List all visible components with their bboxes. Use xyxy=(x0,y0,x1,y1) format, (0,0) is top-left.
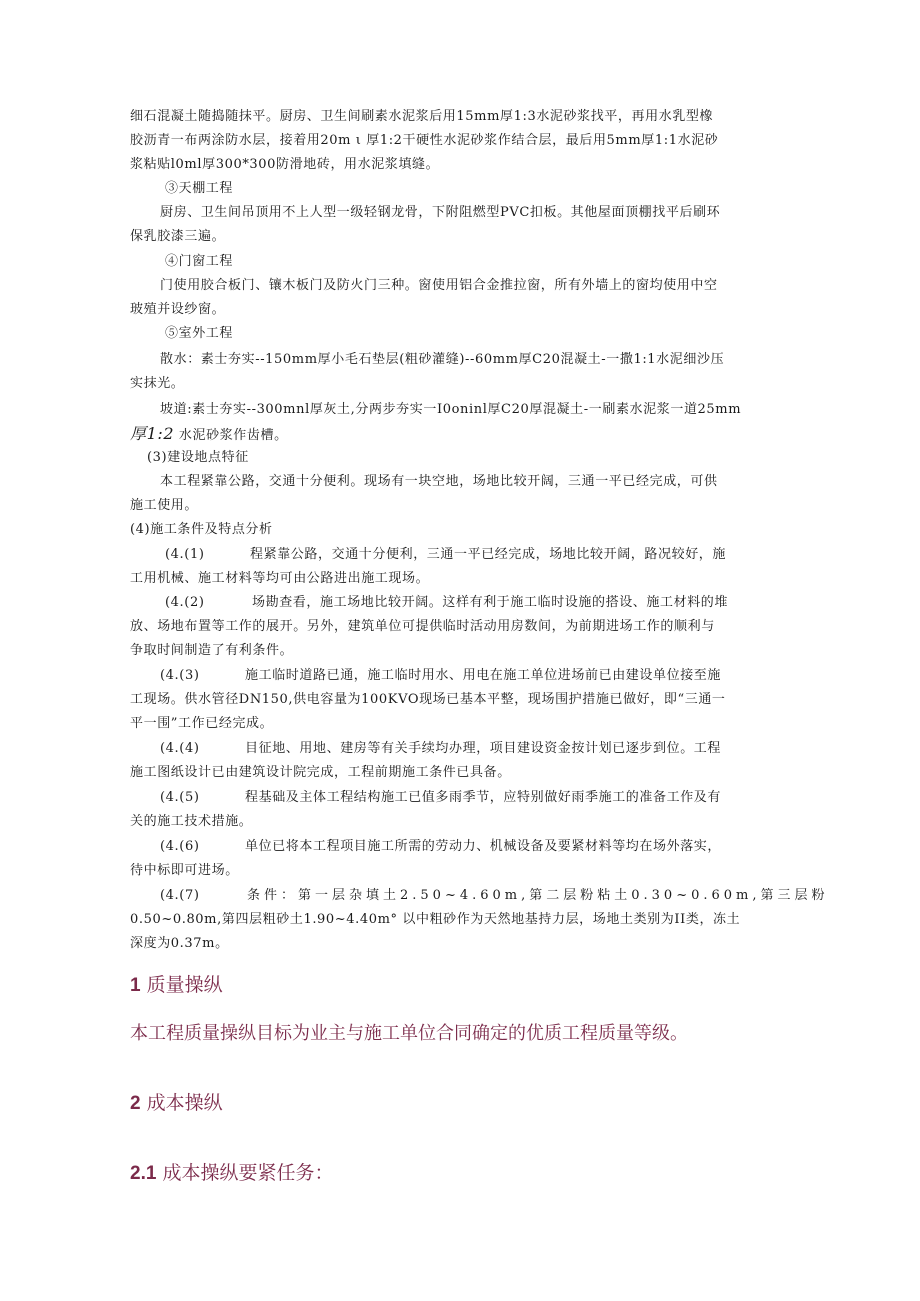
paragraph-line: 条件：第一层杂填土2.50~4.60m,第二层粉粘土0.30~0.60m,第三层粉 xyxy=(247,888,829,903)
section-heading: (3)建设地点特征 xyxy=(147,450,249,465)
paragraph-line: 门使用胶合板门、镶木板门及防火门三种。窗使用铝合金推拉窗，所有外墙上的窗均使用中空 xyxy=(160,278,718,293)
paragraph-line: 争取时间制造了有利条件。 xyxy=(130,643,294,658)
section-heading: ③天棚工程 xyxy=(165,181,234,196)
quality-goal-text: 本工程质量操纵目标为业主与施工单位合同确定的优质工程质量等级。 xyxy=(130,1023,688,1044)
paragraph-line: 平一围”工作已经完成。 xyxy=(130,716,274,731)
heading-cost-control xyxy=(130,1090,223,1117)
item-number: (4.(7) xyxy=(160,888,200,903)
section-heading: ④门窗工程 xyxy=(165,254,234,269)
paragraph-text: 水泥砂浆作齿槽。 xyxy=(178,428,288,443)
heading-text: 成本操纵要紧任务： xyxy=(162,1162,334,1184)
paragraph-line: 浆粘贴l0ml厚300*300防滑地砖，用水泥浆填缝。 xyxy=(130,157,440,172)
paragraph-line: 本工程紧靠公路，交通十分便利。现场有一块空地，场地比较开阔，三通一平已经完成，可供 xyxy=(160,474,718,489)
paragraph-line: 胶沥青一布两涂防水层，接着用20m ι 厚1:2干硬性水泥砂浆作结合层，最后用5mm厚1:1水泥砂 xyxy=(130,133,719,148)
heading-cost-tasks xyxy=(130,1160,333,1187)
paragraph-line: 工现场。供水管径DN150,供电容量为100KVO现场已基本平整，现场围护措施已做好，即“三通一 xyxy=(130,692,726,707)
paragraph-line: 散水：素士夯实--150mm厚小毛石垫层(粗砂灌缝)--60mm厚C20混凝土-一撒1:1水泥细沙压 xyxy=(160,352,725,367)
heading-number: 2 xyxy=(130,1093,141,1114)
section-heading: (4)施工条件及特点分析 xyxy=(130,522,273,537)
paragraph-line: 程紧靠公路，交通十分便利，三通一平已经完成，场地比较开阔，路况较好，施 xyxy=(250,547,727,562)
paragraph-line: 目征地、用地、建房等有关手续均办理，项目建设资金按计划已逐步到位。工程 xyxy=(245,741,722,756)
heading-text: 成本操纵 xyxy=(146,1092,223,1114)
paragraph-line: 细石混凝土随捣随抹平。厨房、卫生间刷素水泥浆后用15mm厚1:3水泥砂浆找平，再用水乳型橡 xyxy=(130,109,714,124)
paragraph-line: 坡道:素士夯实--300mnl厚灰土,分两步夯实一I0oninl厚C20厚混凝土-一刷素水泥浆一道25mm xyxy=(160,402,742,417)
paragraph-line: 关的施工技术措施。 xyxy=(130,814,253,829)
item-number: (4.(5) xyxy=(160,790,200,805)
paragraph-line: 单位已将本工程项目施工所需的劳动力、机械设备及要紧材料等均在场外落实， xyxy=(245,839,722,854)
paragraph-line xyxy=(130,422,288,448)
paragraph-line: 施工使用。 xyxy=(130,498,199,513)
heading-number: 2.1 xyxy=(130,1163,157,1184)
paragraph-line: 保乳胶漆三遍。 xyxy=(130,229,226,244)
paragraph-line: 工用机械、施工材料等均可由公路进出施工现场。 xyxy=(130,571,430,586)
item-number: (4.(1) xyxy=(165,547,205,562)
item-number: (4.(2) xyxy=(165,595,205,610)
paragraph-line: 实抹光。 xyxy=(130,376,185,391)
paragraph-line: 施工临时道路已通，施工临时用水、用电在施工单位进场前已由建设单位接至施 xyxy=(245,668,722,683)
paragraph-line: 场勘查看，施工场地比较开阔。这样有利于施工临时设施的搭设、施工材料的堆 xyxy=(252,595,729,610)
item-number: (4.(4) xyxy=(160,741,200,756)
paragraph-line: 0.50~0.80m,第四层粗砂土1.90~4.40m° 以中粗砂作为天然地基持力层，场地土类别为II类，冻土 xyxy=(130,912,741,927)
section-heading: ⑤室外工程 xyxy=(165,326,234,341)
paragraph-line: 待中标即可进场。 xyxy=(130,863,239,878)
item-number: (4.(3) xyxy=(160,668,200,683)
italic-text: 厚1:2 xyxy=(130,424,175,443)
paragraph-line: 放、场地布置等工作的展开。另外，建筑单位可提供临时活动用房数间，为前期进场工作的顺利与 xyxy=(130,619,715,634)
heading-number: 1 xyxy=(130,975,141,996)
paragraph-line: 厨房、卫生间吊顶用不上人型一级轻钢龙骨，下附阻燃型PVC扣板。其他屋面顶棚找平后刷环 xyxy=(160,205,721,220)
paragraph-line: 深度为0.37m。 xyxy=(130,936,229,951)
heading-text: 质量操纵 xyxy=(146,974,223,996)
heading-quality-control xyxy=(130,972,223,999)
paragraph-line: 程基础及主体工程结构施工已值多雨季节，应特别做好雨季施工的准备工作及有 xyxy=(245,790,722,805)
item-number: (4.(6) xyxy=(160,839,200,854)
paragraph-line: 玻殖并设纱窗。 xyxy=(130,302,226,317)
paragraph-line: 施工图纸设计已由建筑设计院完成，工程前期施工条件已具备。 xyxy=(130,765,511,780)
